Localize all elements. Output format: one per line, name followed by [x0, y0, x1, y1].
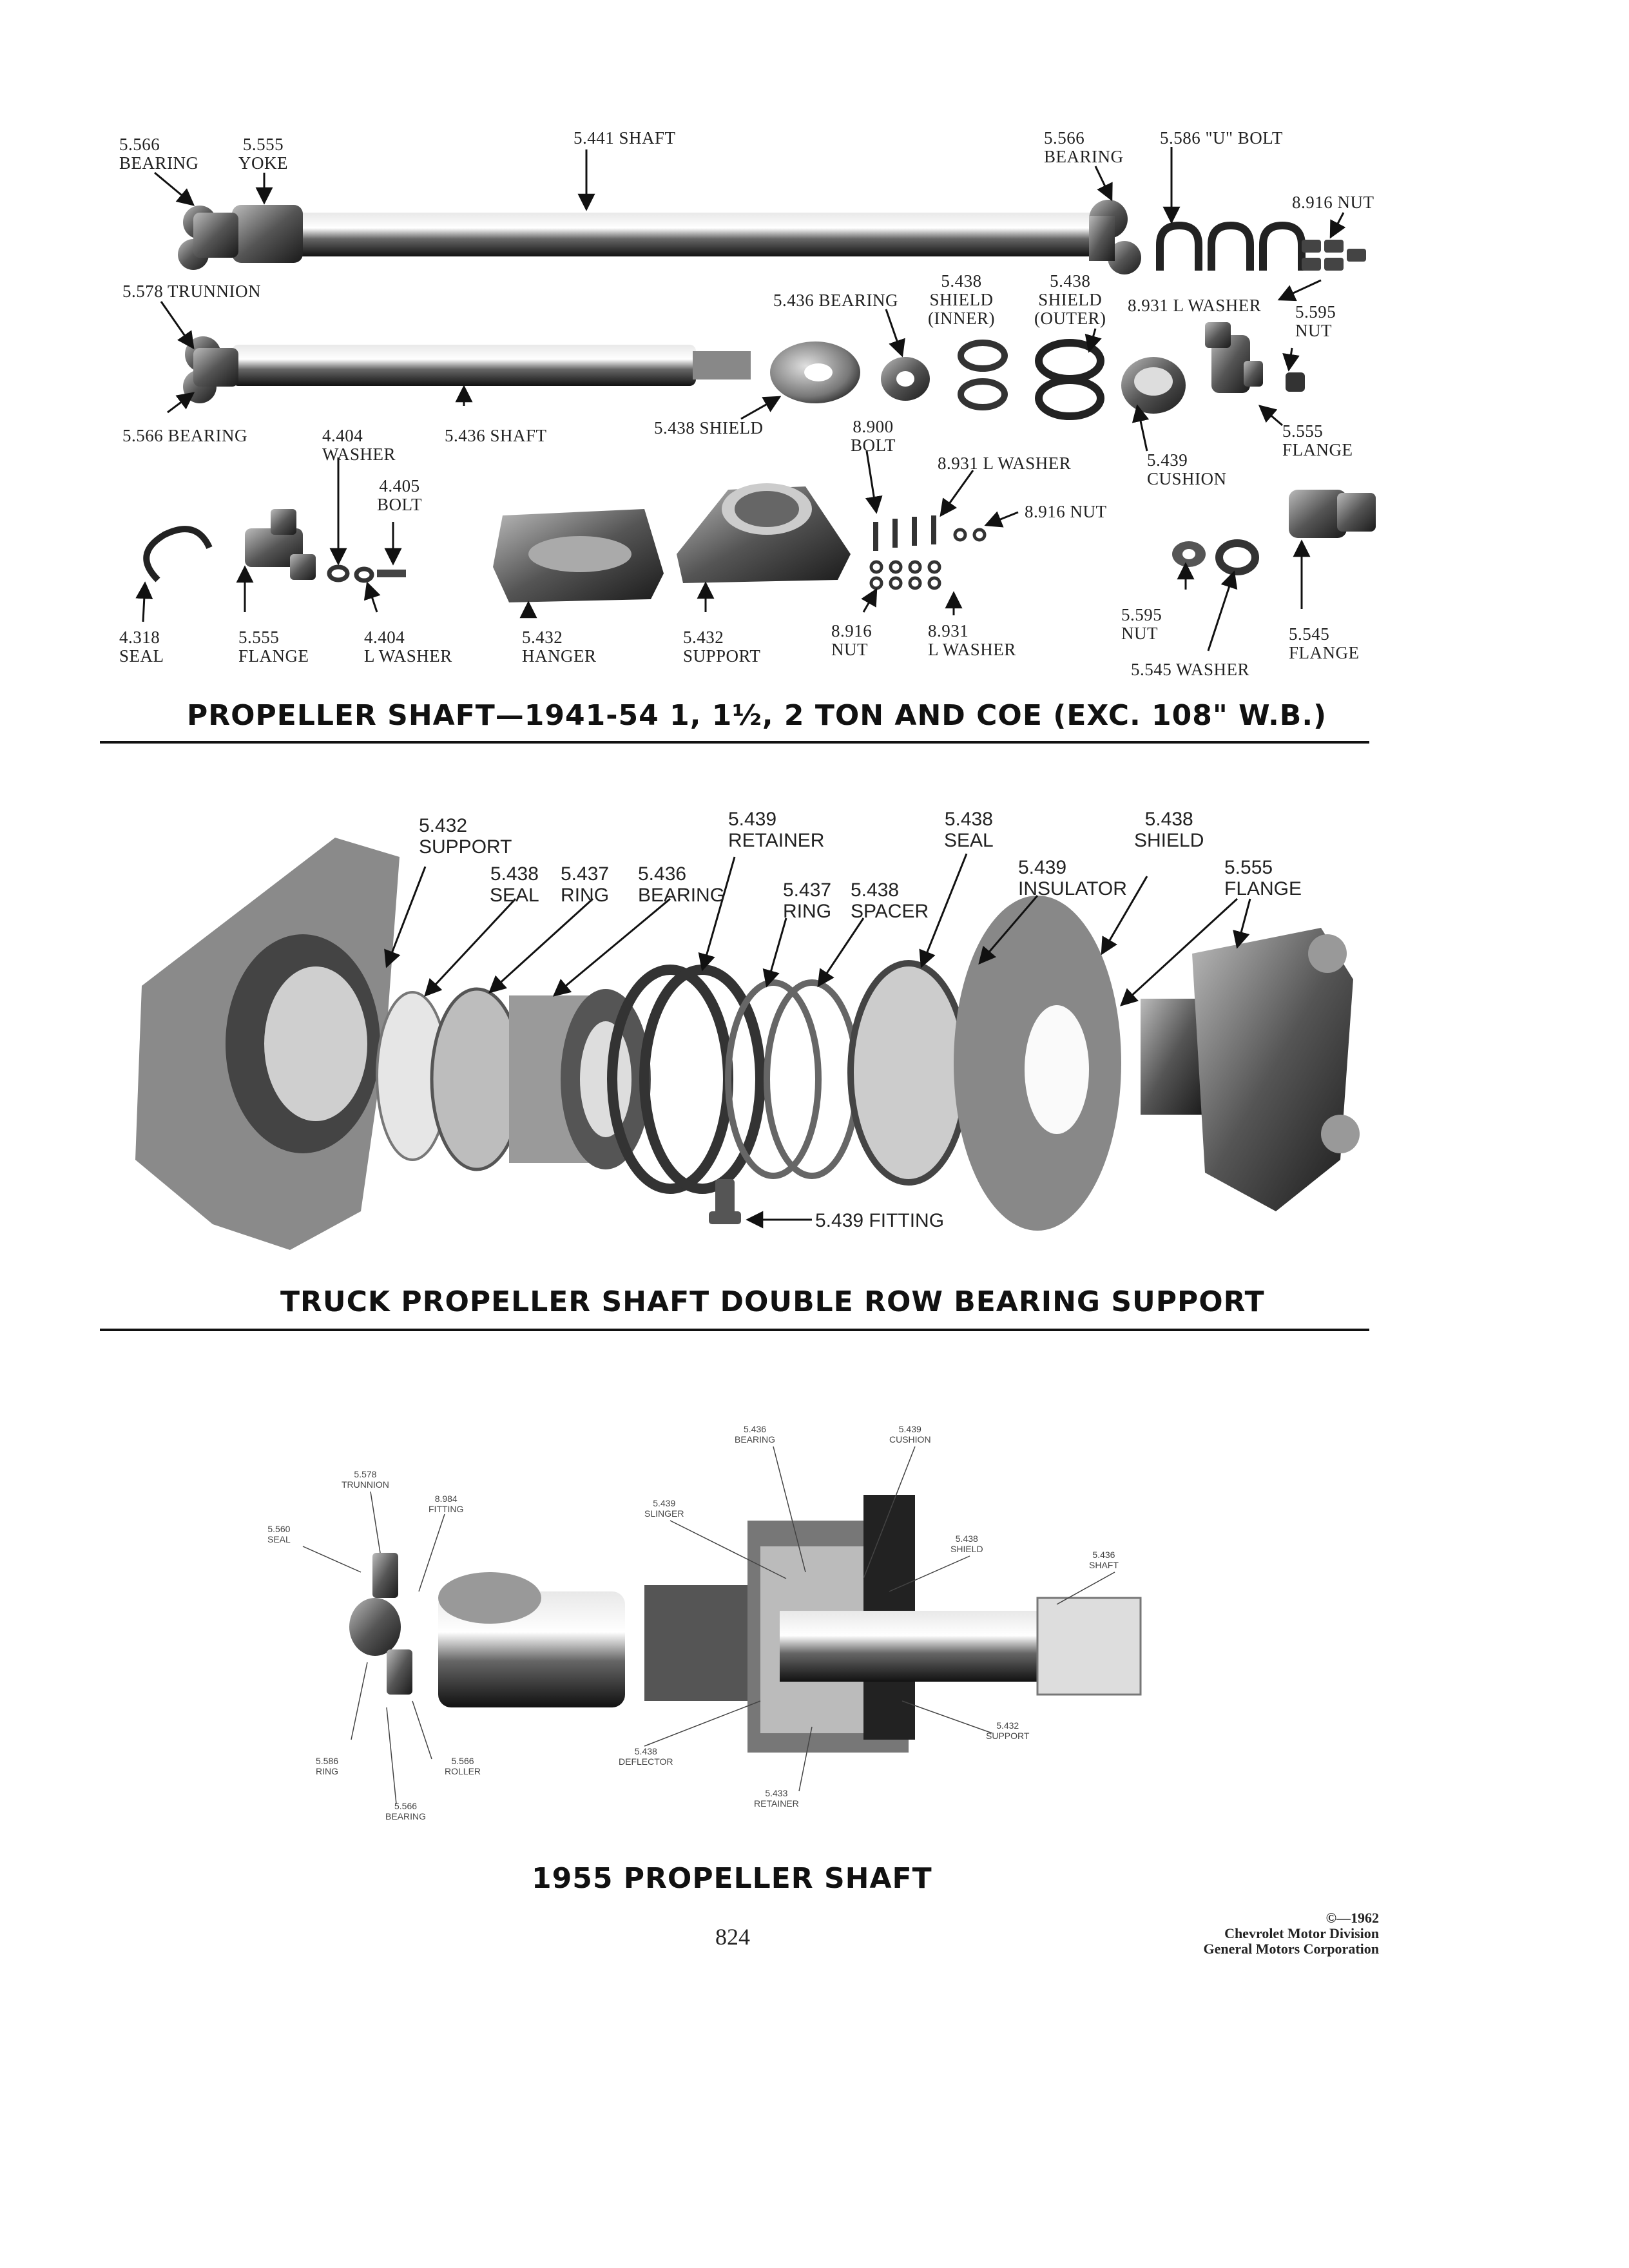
label-washer-545: 5.545 WASHER	[1131, 660, 1250, 679]
label-shield-outer-438: 5.438 SHIELD (OUTER)	[1034, 271, 1106, 328]
seal-438-b-ring	[851, 963, 967, 1182]
label-shaft-436: 5.436 SHAFT	[445, 426, 547, 445]
label-bolt-405: 4.405 BOLT	[377, 476, 423, 514]
flange-545-part	[1289, 490, 1376, 538]
label-flange-555-right: 5.555 FLANGE	[1282, 421, 1353, 459]
seal-318-part	[146, 529, 209, 580]
label-roller-566-d3: 5.566 ROLLER	[445, 1756, 481, 1776]
shaft-441-tube	[290, 213, 1095, 256]
bearing-436-part	[881, 357, 930, 401]
center-support-section	[644, 1495, 1141, 1753]
label-nut-8916-mid: 8.916 NUT	[1025, 502, 1107, 521]
hanger-432-part	[493, 509, 664, 602]
diagram2-illustration	[135, 838, 1360, 1250]
slip-yoke-tube	[438, 1572, 625, 1707]
label-shield-438-d2: 5.438 SHIELD	[1134, 809, 1204, 851]
label-slinger-439-d3: 5.439 SLINGER	[644, 1498, 684, 1519]
label-nut-8916-top: 8.916 NUT	[1292, 193, 1374, 212]
label-trunnion-578-d3: 5.578 TRUNNION	[342, 1469, 389, 1490]
label-deflector-438-d3: 5.438 DEFLECTOR	[619, 1746, 673, 1767]
label-support-432-d3: 5.432 SUPPORT	[986, 1720, 1030, 1741]
label-ring-437-b-d2: 5.437 RING	[783, 879, 832, 922]
label-nut-595-bottom: 5.595 NUT	[1121, 605, 1162, 643]
diagram1-illustration	[143, 147, 1376, 651]
shaft-436-tube	[232, 345, 696, 386]
bearing-566-right-part	[1089, 200, 1141, 274]
label-fitting-984-d3: 8.984 FITTING	[429, 1494, 464, 1514]
flange-555-right-part	[1205, 322, 1263, 393]
nut-595-top-part	[1286, 372, 1305, 392]
page-number: 824	[715, 1924, 750, 1950]
label-l-washer-404: 4.404 L WASHER	[364, 628, 452, 666]
label-l-washer-8931-top: 8.931 L WASHER	[1128, 296, 1262, 315]
label-bearing-566-mid: 5.566 BEARING	[122, 426, 247, 445]
label-seal-318: 4.318 SEAL	[119, 628, 164, 666]
label-seal-438-d2: 5.438 SEAL	[490, 863, 539, 906]
label-seal-560-d3: 5.560 SEAL	[267, 1524, 291, 1544]
label-washer-404: 4.404 WASHER	[322, 426, 396, 464]
label-nut-8916-bottom: 8.916 NUT	[831, 621, 872, 659]
label-support-432-d2: 5.432 SUPPORT	[419, 815, 512, 858]
nut-595-bottom-part	[1172, 541, 1206, 567]
flange-555-yoke	[1141, 928, 1360, 1211]
label-bearing-566-top-left: 5.566 BEARING	[119, 135, 199, 173]
label-trunnion-578: 5.578 TRUNNION	[122, 282, 261, 301]
label-spacer-438-d2: 5.438 SPACER	[851, 879, 929, 922]
label-bearing-566-d3: 5.566 BEARING	[385, 1801, 427, 1821]
label-shield-inner-438: 5.438 SHIELD (INNER)	[928, 271, 995, 328]
support-432-part	[677, 483, 851, 583]
label-retainer-439-d2: 5.439 RETAINER	[728, 809, 825, 851]
label-support-432: 5.432 SUPPORT	[683, 628, 761, 666]
diagram3-title: 1955 PROPELLER SHAFT	[532, 1862, 932, 1895]
label-nut-595-top: 5.595 NUT	[1295, 302, 1336, 340]
label-shield-438-mid: 5.438 SHIELD	[654, 418, 764, 437]
support-432-housing	[135, 838, 400, 1250]
yoke-555-part	[232, 205, 303, 263]
label-yoke-555: 5.555 YOKE	[238, 135, 288, 173]
shield-inner-part	[961, 343, 1005, 407]
label-ring-437-a-d2: 5.437 RING	[561, 863, 610, 906]
label-cushion-439: 5.439 CUSHION	[1147, 450, 1227, 488]
label-ring-586-d3: 5.586 RING	[316, 1756, 339, 1776]
ring-437-a-ring	[432, 989, 522, 1169]
diagram2-rule	[100, 1329, 1369, 1331]
label-cushion-439-d3: 5.439 CUSHION	[889, 1424, 931, 1445]
bearing-436-assembly	[509, 989, 651, 1169]
nuts-washers-small-part	[871, 530, 985, 588]
u-bolts-part	[1160, 226, 1302, 271]
bolts-8900-part	[873, 515, 936, 551]
cushion-439-part	[1121, 357, 1186, 414]
insulator-shield-disc	[954, 896, 1121, 1231]
label-bearing-436-d3: 5.436 BEARING	[735, 1424, 776, 1445]
copyright-notice: ©—1962 Chevrolet Motor Division General Motors Corporation	[1203, 1910, 1379, 1957]
label-seal-438-b-d2: 5.438 SEAL	[944, 809, 994, 851]
shield-outer-part	[1039, 343, 1101, 416]
label-bearing-566-top-right: 5.566 BEARING	[1044, 128, 1124, 166]
label-flange-555-left: 5.555 FLANGE	[238, 628, 309, 666]
label-bolt-8900: 8.900 BOLT	[851, 417, 896, 455]
washer-545-part	[1219, 543, 1255, 572]
flange-555-left-part	[245, 509, 316, 580]
label-bearing-436: 5.436 BEARING	[773, 291, 898, 310]
label-bearing-436-d2: 5.436 BEARING	[638, 863, 726, 906]
diagram1-title: PROPELLER SHAFT—1941-54 1, 1½, 2 TON AND COE (EXC. 108" W.B.)	[187, 699, 1327, 732]
label-shaft-436-d3: 5.436 SHAFT	[1089, 1550, 1119, 1570]
diagram1-rule	[100, 741, 1369, 744]
nuts-8916-top-part	[1302, 240, 1366, 271]
label-shield-438-d3: 5.438 SHIELD	[950, 1533, 983, 1554]
label-flange-545: 5.545 FLANGE	[1289, 624, 1360, 662]
label-insulator-439-d2: 5.439 INSULATOR	[1018, 857, 1127, 899]
diagram2-title: TRUCK PROPELLER SHAFT DOUBLE ROW BEARING SUPPORT	[280, 1285, 1265, 1318]
label-hanger-432: 5.432 HANGER	[522, 628, 597, 666]
bearing-566-left-part	[178, 206, 238, 270]
label-fitting-439-d2: 5.439 FITTING	[815, 1210, 945, 1231]
label-retainer-433-d3: 5.433 RETAINER	[754, 1788, 799, 1809]
washer-404-parts	[329, 567, 372, 581]
label-l-washer-8931-bottom: 8.931 L WASHER	[928, 621, 1016, 659]
label-shaft-441: 5.441 SHAFT	[574, 128, 676, 148]
shaft-436-spline	[693, 351, 751, 380]
label-u-bolt-586: 5.586 "U" BOLT	[1160, 128, 1283, 148]
universal-joint-part	[349, 1553, 412, 1695]
label-flange-555-d2: 5.555 FLANGE	[1224, 857, 1302, 899]
label-l-washer-8931-mid: 8.931 L WASHER	[938, 454, 1072, 473]
bolt-405-part	[377, 570, 406, 577]
